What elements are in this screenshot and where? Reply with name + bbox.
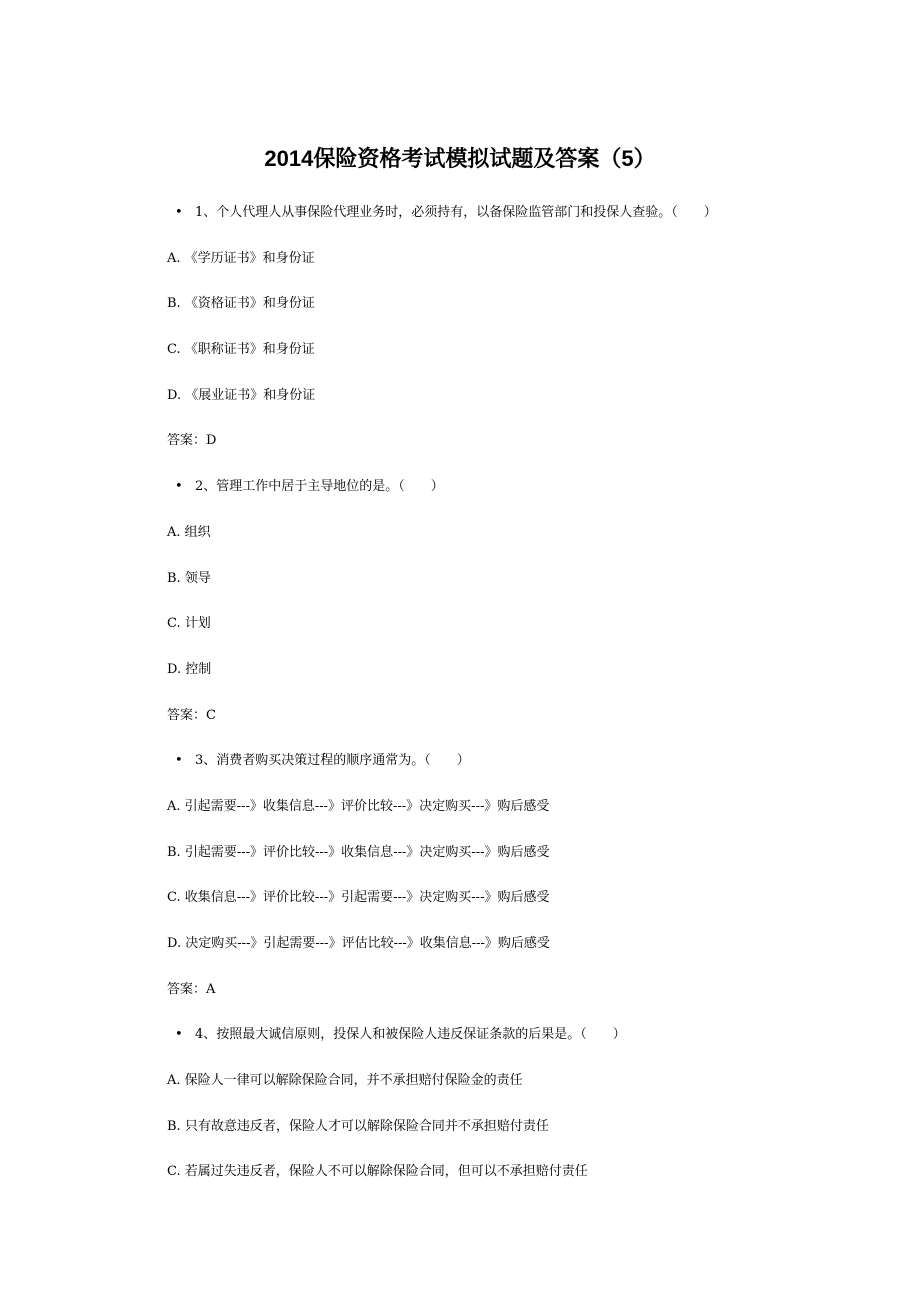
- line-text: A. 《学历证书》和身份证: [167, 250, 315, 266]
- line-text: B. 引起需要---》评价比较---》收集信息---》决定购买---》购后感受: [167, 844, 550, 860]
- question: [167, 203, 867, 249]
- line-text: B. 只有故意违反者，保险人才可以解除保险合同并不承担赔付责任: [167, 1118, 549, 1134]
- option: [167, 888, 867, 934]
- line-text: C. 《职称证书》和身份证: [167, 342, 315, 358]
- line-text: A. 保险人一律可以解除保险合同，并不承担赔付保险金的责任: [167, 1073, 523, 1089]
- line-text: 1、个人代理人从事保险代理业务时，必须持有，以备保险监管部门和投保人查验。（ ）: [195, 205, 717, 220]
- answer: [167, 706, 867, 752]
- option: [167, 1117, 867, 1163]
- bullet-icon: •: [175, 205, 183, 220]
- option: [167, 386, 867, 432]
- option: [167, 523, 867, 569]
- bullet-icon: •: [175, 753, 183, 769]
- bullet-icon: •: [175, 1027, 183, 1043]
- line-text: C. 若属过失违反者，保险人不可以解除保险合同，但可以不承担赔付责任: [167, 1164, 588, 1180]
- option: [167, 843, 867, 889]
- option: [167, 249, 867, 295]
- line-text: A. 引起需要---》收集信息---》评价比较---》决定购买---》购后感受: [167, 798, 550, 814]
- question: [167, 751, 867, 797]
- line-text: C. 计划: [167, 616, 211, 632]
- line-text: 答案：D: [167, 433, 217, 449]
- option: [167, 797, 867, 843]
- answer: [167, 431, 867, 477]
- line-text: D. 决定购买---》引起需要---》评估比较---》收集信息---》购后感受: [167, 936, 550, 951]
- line-text: 答案：A: [167, 981, 216, 997]
- line-text: 3、消费者购买决策过程的顺序通常为。（ ）: [195, 753, 470, 769]
- question-list: [167, 203, 867, 1208]
- option: [167, 660, 867, 706]
- option: [167, 340, 867, 386]
- option: [167, 614, 867, 660]
- option: [167, 294, 867, 340]
- document-title: 2014保险资格考试模拟试题及答案（5）: [264, 146, 656, 171]
- option: [167, 1162, 867, 1208]
- question: [167, 477, 867, 523]
- option: [167, 1071, 867, 1117]
- line-text: 2、管理工作中居于主导地位的是。（ ）: [195, 479, 444, 495]
- line-text: 4、按照最大诚信原则，投保人和被保险人违反保证条款的后果是。（ ）: [195, 1027, 626, 1043]
- line-text: A. 组织: [167, 524, 211, 540]
- line-text: C. 收集信息---》评价比较---》引起需要---》决定购买---》购后感受: [167, 890, 550, 906]
- line-text: B. 《资格证书》和身份证: [167, 296, 315, 312]
- line-text: 答案：C: [167, 707, 216, 723]
- option: [167, 934, 867, 980]
- line-text: D. 《展业证书》和身份证: [167, 387, 316, 403]
- answer: [167, 980, 867, 1026]
- bullet-icon: •: [175, 479, 183, 495]
- line-text: B. 领导: [167, 570, 211, 586]
- question: [167, 1025, 867, 1071]
- option: [167, 569, 867, 615]
- line-text: D. 控制: [167, 661, 212, 677]
